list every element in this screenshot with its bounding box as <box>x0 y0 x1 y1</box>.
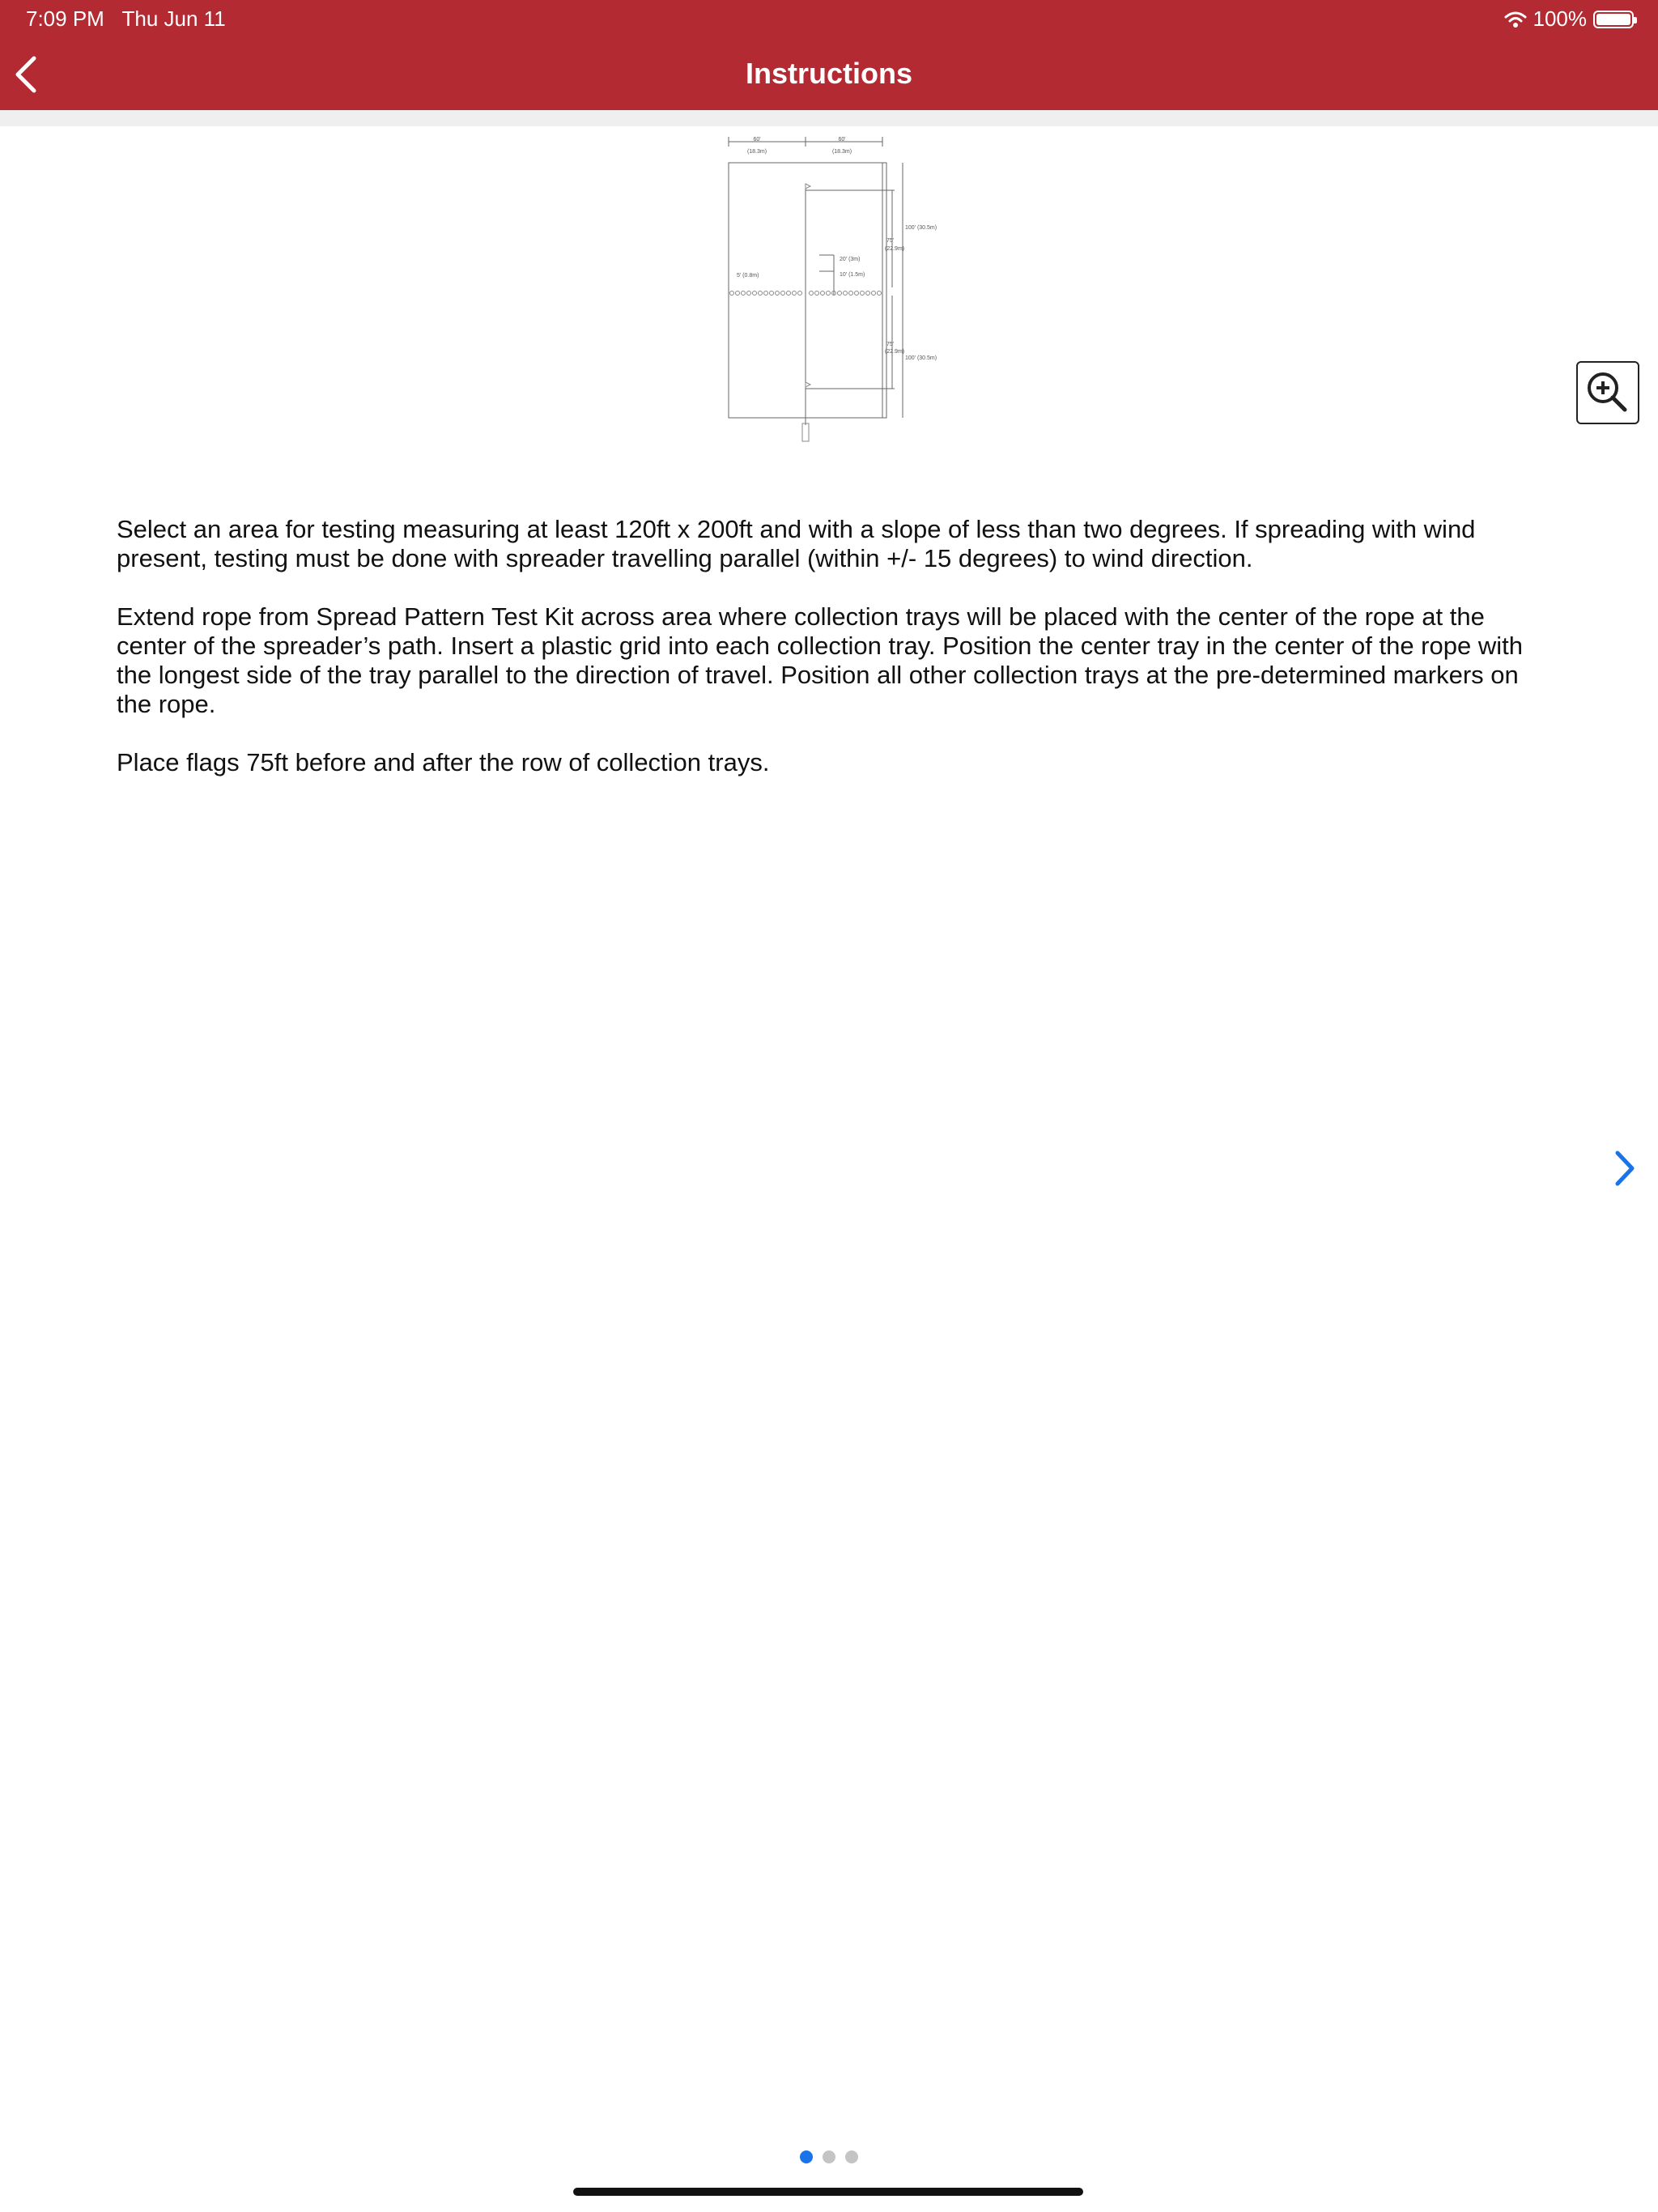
home-indicator[interactable] <box>573 2188 1083 2196</box>
page-title: Instructions <box>745 57 912 90</box>
instruction-paragraph-1: Select an area for testing measuring at least 120ft x 200ft and with a slope of less than two degrees. If spreading with wind present, testing must be done with spreader travelling parallel (within +/- 15 degrees) to wind direction. <box>117 515 1476 572</box>
label-width-left: 60' <box>753 137 761 143</box>
page-indicator[interactable] <box>0 2150 1658 2163</box>
zoom-in-button[interactable] <box>1576 361 1639 424</box>
zoom-in-icon <box>1578 363 1638 423</box>
label-75-top-metric: (22.9m) <box>885 246 905 252</box>
page-dot-1[interactable] <box>800 2150 813 2163</box>
instruction-paragraph-3: Place flags 75ft before and after the row of collection trays. <box>117 748 770 776</box>
label-100-top: 100' (30.5m) <box>905 225 937 231</box>
battery-icon <box>1593 11 1634 28</box>
label-width-left-metric: (18.3m) <box>746 149 767 155</box>
label-75-bottom-metric: (22.9m) <box>885 349 905 355</box>
instructions-text <box>117 515 1541 806</box>
nav-header <box>0 0 1658 110</box>
instruction-paragraph-2: Extend rope from Spread Pattern Test Kit across area where collection trays will be placed with the center of the rope at the center of the spreader’s path. Insert a plastic grid into each collection tray. Position the center tray in the center of the rope with the longest side of the tray parallel to the direction of travel. Position all other collection trays at the pre-determined markers on the rope. <box>117 602 1523 718</box>
label-75-top: 75' <box>886 238 895 244</box>
page-dot-2[interactable] <box>823 2150 835 2163</box>
label-width-right: 60' <box>838 137 846 143</box>
field-layout-diagram <box>721 134 939 453</box>
status-time-text: 7:09 PM <box>26 6 104 31</box>
chevron-right-icon <box>1605 1142 1645 1195</box>
label-100-bottom: 100' (30.5m) <box>905 355 937 361</box>
status-date-text: Thu Jun 11 <box>121 6 226 31</box>
status-indicators <box>1504 6 1635 32</box>
battery-percent: 100% <box>1533 6 1587 31</box>
label-width-right-metric: (18.3m) <box>831 149 852 155</box>
label-10ft: 10' (1.5m) <box>840 272 865 278</box>
label-20ft: 20' (3m) <box>840 257 861 262</box>
page-dot-3[interactable] <box>845 2150 858 2163</box>
header-divider <box>0 110 1658 126</box>
label-75-bottom: 75' <box>886 342 895 347</box>
wifi-icon <box>1504 11 1527 28</box>
next-page-button[interactable] <box>1605 1142 1645 1195</box>
status-time <box>26 6 226 32</box>
label-5ft: 5' (0.8m) <box>737 273 759 279</box>
